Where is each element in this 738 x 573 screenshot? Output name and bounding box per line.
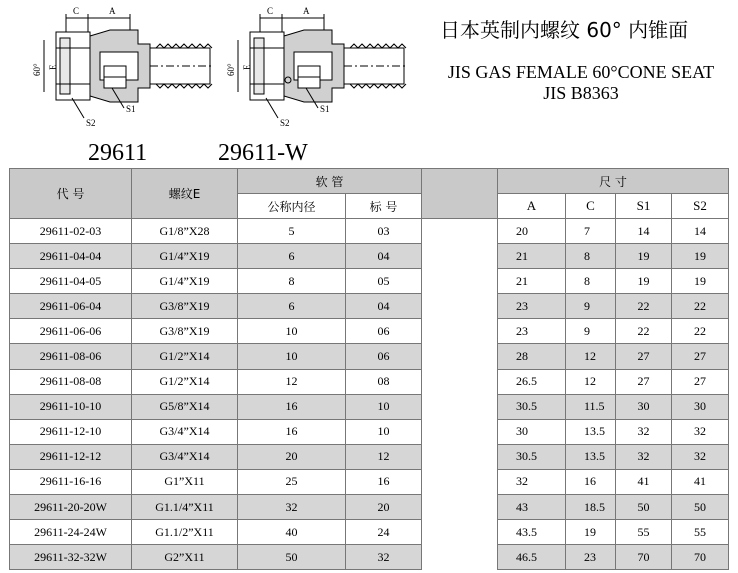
- table-row: [10, 219, 729, 244]
- cell-thread: G1/8”X28: [132, 219, 238, 244]
- header-c: C: [566, 194, 616, 219]
- cell-a: 26.5: [498, 369, 566, 394]
- cell-a: 20: [498, 219, 566, 244]
- cell-s1: 27: [616, 344, 672, 369]
- cell-c: 7: [566, 219, 616, 244]
- cell-thread: G1/4”X19: [132, 244, 238, 269]
- cell-gap: [422, 319, 498, 344]
- cell-hose-mark: 12: [346, 444, 422, 469]
- cell-c: 9: [566, 319, 616, 344]
- dim-c-label: C: [267, 6, 274, 16]
- header-hose-id: 公称内径: [238, 194, 346, 219]
- cell-s2: 50: [672, 495, 729, 520]
- dim-s2-label: S2: [280, 118, 290, 128]
- cell-gap: [422, 545, 498, 570]
- dim-e-label: E: [48, 64, 58, 70]
- table-row: [10, 244, 729, 269]
- cell-s1: 30: [616, 394, 672, 419]
- table-row: [10, 344, 729, 369]
- title-chinese: 日本英制内螺纹 60° 内锥面: [440, 18, 689, 42]
- header-a: A: [498, 194, 566, 219]
- cell-s2: 22: [672, 294, 729, 319]
- cell-code: 29611-12-12: [10, 444, 132, 469]
- fitting-drawing-29611-w: [226, 6, 408, 128]
- cell-hose-id: 8: [238, 269, 346, 294]
- cell-hose-id: 6: [238, 294, 346, 319]
- cell-s2: 19: [672, 244, 729, 269]
- table-row: [10, 469, 729, 494]
- cell-a: 30.5: [498, 444, 566, 469]
- cell-c: 13.5: [566, 444, 616, 469]
- cell-thread: G1/2”X14: [132, 344, 238, 369]
- cell-a: 46.5: [498, 545, 566, 570]
- table-header-row: [10, 169, 729, 194]
- cell-code: 29611-16-16: [10, 469, 132, 494]
- table-row: [10, 294, 729, 319]
- header-s1: S1: [616, 194, 672, 219]
- cell-s1: 32: [616, 444, 672, 469]
- cell-hose-mark: 10: [346, 419, 422, 444]
- cell-code: 29611-06-04: [10, 294, 132, 319]
- model-number-29611-w: 29611-W: [218, 140, 308, 166]
- cell-thread: G1”X11: [132, 469, 238, 494]
- cell-thread: G3/8”X19: [132, 294, 238, 319]
- cell-a: 23: [498, 319, 566, 344]
- cell-s1: 19: [616, 269, 672, 294]
- cell-s1: 19: [616, 244, 672, 269]
- dim-s2-label: S2: [86, 118, 96, 128]
- cell-gap: [422, 369, 498, 394]
- cell-hose-id: 25: [238, 469, 346, 494]
- header-size: 尺 寸: [498, 169, 729, 194]
- cell-gap: [422, 219, 498, 244]
- cell-code: 29611-08-06: [10, 344, 132, 369]
- cell-hose-mark: 20: [346, 495, 422, 520]
- cell-code: 29611-24-24W: [10, 520, 132, 545]
- cell-s2: 14: [672, 219, 729, 244]
- cell-s2: 55: [672, 520, 729, 545]
- cell-hose-mark: 10: [346, 394, 422, 419]
- cell-s2: 32: [672, 419, 729, 444]
- title-english-line2: JIS B8363: [543, 83, 619, 103]
- cell-thread: G2”X11: [132, 545, 238, 570]
- cell-a: 32: [498, 469, 566, 494]
- dim-s1-label: S1: [126, 104, 136, 114]
- cell-thread: G1.1/2”X11: [132, 520, 238, 545]
- model-number-29611: 29611: [88, 140, 148, 166]
- cell-gap: [422, 520, 498, 545]
- cell-s1: 50: [616, 495, 672, 520]
- cell-s1: 41: [616, 469, 672, 494]
- cell-hose-id: 32: [238, 495, 346, 520]
- cell-c: 16: [566, 469, 616, 494]
- cell-hose-id: 40: [238, 520, 346, 545]
- cell-c: 8: [566, 244, 616, 269]
- cell-s2: 27: [672, 344, 729, 369]
- cell-s2: 32: [672, 444, 729, 469]
- cell-a: 21: [498, 244, 566, 269]
- cell-hose-mark: 32: [346, 545, 422, 570]
- cell-a: 30: [498, 419, 566, 444]
- cell-hose-mark: 05: [346, 269, 422, 294]
- cell-s1: 70: [616, 545, 672, 570]
- table-body: [10, 219, 729, 570]
- cell-thread: G1/2”X14: [132, 369, 238, 394]
- cell-gap: [422, 269, 498, 294]
- cell-c: 18.5: [566, 495, 616, 520]
- cell-a: 21: [498, 269, 566, 294]
- table-row: [10, 444, 729, 469]
- cell-c: 13.5: [566, 419, 616, 444]
- spec-table: [9, 168, 729, 570]
- header-hose: 软 管: [238, 169, 422, 194]
- dim-a-label: A: [109, 6, 116, 16]
- cell-hose-mark: 24: [346, 520, 422, 545]
- cell-hose-id: 20: [238, 444, 346, 469]
- cell-gap: [422, 294, 498, 319]
- cell-hose-id: 10: [238, 319, 346, 344]
- cell-c: 8: [566, 269, 616, 294]
- cell-hose-mark: 03: [346, 219, 422, 244]
- cell-gap: [422, 469, 498, 494]
- cell-s2: 27: [672, 369, 729, 394]
- cell-s2: 70: [672, 545, 729, 570]
- fitting-drawing-29611: [32, 6, 214, 128]
- cell-hose-mark: 08: [346, 369, 422, 394]
- table-row: [10, 369, 729, 394]
- table-row: [10, 319, 729, 344]
- title-english: [428, 62, 734, 104]
- dim-s1-label: S1: [320, 104, 330, 114]
- cell-code: 29611-20-20W: [10, 495, 132, 520]
- table-row: [10, 394, 729, 419]
- cell-thread: G3/8”X19: [132, 319, 238, 344]
- cell-code: 29611-10-10: [10, 394, 132, 419]
- cell-a: 43: [498, 495, 566, 520]
- cell-c: 9: [566, 294, 616, 319]
- header-s2: S2: [672, 194, 729, 219]
- cell-s2: 30: [672, 394, 729, 419]
- cell-code: 29611-02-03: [10, 219, 132, 244]
- cell-code: 29611-04-05: [10, 269, 132, 294]
- cell-c: 11.5: [566, 394, 616, 419]
- cell-hose-id: 16: [238, 394, 346, 419]
- cell-s2: 22: [672, 319, 729, 344]
- cell-c: 12: [566, 344, 616, 369]
- header-code: 代 号: [10, 169, 132, 219]
- cell-code: 29611-06-06: [10, 319, 132, 344]
- cell-gap: [422, 244, 498, 269]
- cell-hose-mark: 06: [346, 344, 422, 369]
- cell-s1: 14: [616, 219, 672, 244]
- dim-a-label: A: [303, 6, 310, 16]
- cell-gap: [422, 394, 498, 419]
- cell-hose-id: 10: [238, 344, 346, 369]
- cell-code: 29611-04-04: [10, 244, 132, 269]
- table-row: [10, 495, 729, 520]
- cell-hose-mark: 16: [346, 469, 422, 494]
- cell-hose-id: 6: [238, 244, 346, 269]
- table-row: [10, 419, 729, 444]
- cell-c: 12: [566, 369, 616, 394]
- cell-hose-id: 50: [238, 545, 346, 570]
- cell-hose-id: 16: [238, 419, 346, 444]
- table-row: [10, 520, 729, 545]
- cell-thread: G1/4”X19: [132, 269, 238, 294]
- cell-thread: G3/4”X14: [132, 444, 238, 469]
- cell-a: 23: [498, 294, 566, 319]
- cell-s2: 19: [672, 269, 729, 294]
- cell-code: 29611-12-10: [10, 419, 132, 444]
- cell-code: 29611-32-32W: [10, 545, 132, 570]
- cell-gap: [422, 419, 498, 444]
- cell-s1: 27: [616, 369, 672, 394]
- header-thread: 螺纹E: [132, 169, 238, 219]
- cell-s1: 22: [616, 319, 672, 344]
- angle-label: 60°: [32, 63, 42, 76]
- cell-hose-mark: 06: [346, 319, 422, 344]
- cell-a: 28: [498, 344, 566, 369]
- cell-s1: 32: [616, 419, 672, 444]
- cell-a: 30.5: [498, 394, 566, 419]
- dim-c-label: C: [73, 6, 80, 16]
- cell-hose-id: 5: [238, 219, 346, 244]
- cell-thread: G3/4”X14: [132, 419, 238, 444]
- cell-code: 29611-08-08: [10, 369, 132, 394]
- cell-gap: [422, 444, 498, 469]
- dim-e-label: E: [242, 64, 252, 70]
- table-row: [10, 545, 729, 570]
- cell-hose-mark: 04: [346, 294, 422, 319]
- header-gap: [422, 169, 498, 219]
- cell-thread: G1.1/4”X11: [132, 495, 238, 520]
- cell-c: 23: [566, 545, 616, 570]
- cell-s2: 41: [672, 469, 729, 494]
- title-english-line1: JIS GAS FEMALE 60°CONE SEAT: [447, 62, 715, 82]
- cell-c: 19: [566, 520, 616, 545]
- cell-s1: 55: [616, 520, 672, 545]
- cell-gap: [422, 495, 498, 520]
- fitting-drawings: [0, 0, 420, 130]
- table-row: [10, 269, 729, 294]
- cell-thread: G5/8”X14: [132, 394, 238, 419]
- angle-label: 60°: [226, 63, 236, 76]
- cell-gap: [422, 344, 498, 369]
- header-hose-mark: 标 号: [346, 194, 422, 219]
- cell-hose-id: 12: [238, 369, 346, 394]
- cell-a: 43.5: [498, 520, 566, 545]
- cell-hose-mark: 04: [346, 244, 422, 269]
- cell-s1: 22: [616, 294, 672, 319]
